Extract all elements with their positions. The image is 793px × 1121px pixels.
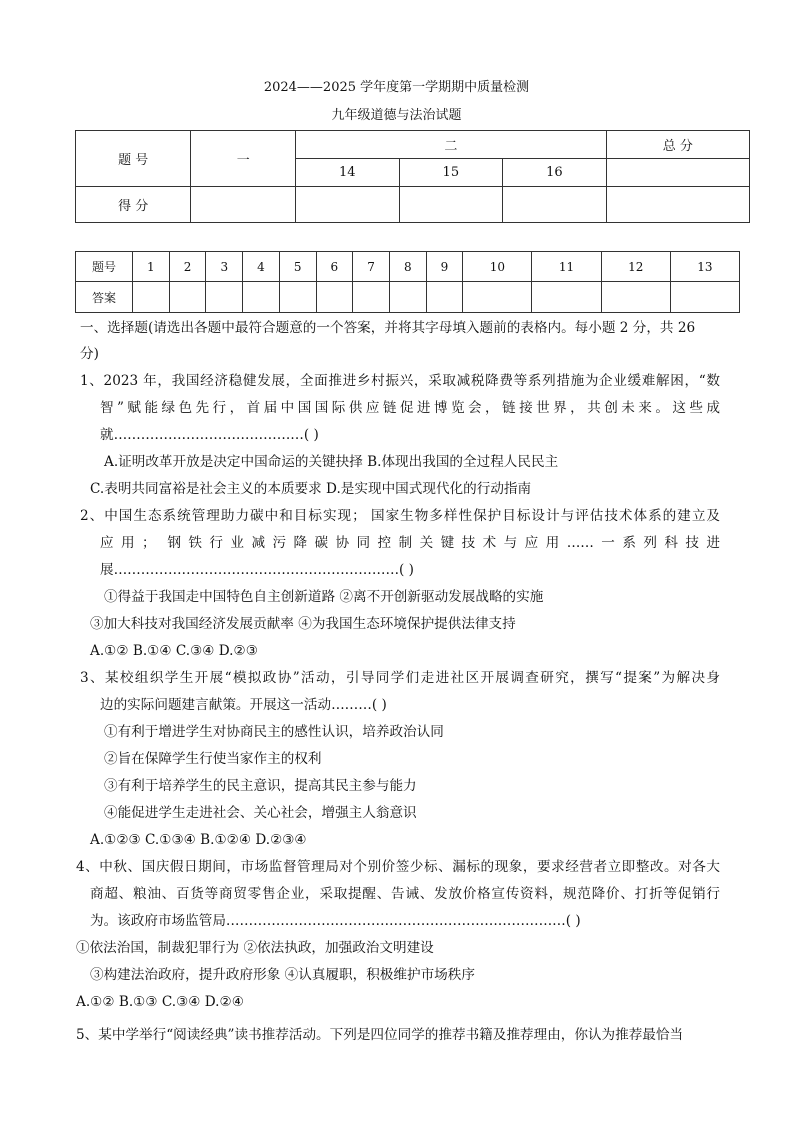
exam-subtitle: 九年级道德与法治试题	[331, 108, 462, 123]
answer-cell[interactable]	[426, 282, 463, 313]
answer-cell[interactable]	[532, 282, 601, 313]
question-number-cell: 1	[133, 252, 170, 282]
answer-cell[interactable]	[316, 282, 353, 313]
sub-14: 14	[296, 159, 400, 187]
score-cell[interactable]	[503, 187, 607, 223]
text-line: ①依法治国，制裁犯罪行为 ②依法执政，加强政治文明建设	[76, 940, 434, 956]
text-line: ③有利于培养学生的民主意识，提高其民主参与能力	[104, 778, 417, 794]
question-number-cell: 2	[169, 252, 206, 282]
answer-cell[interactable]	[206, 282, 243, 313]
ti-hao-label: 题 号	[76, 131, 191, 187]
sub-15: 15	[399, 159, 503, 187]
answer-cell[interactable]	[601, 282, 670, 313]
text-line: 边的实际问题建言献策。开展这一活动………( )	[100, 697, 387, 713]
text-line: 智”赋能绿色先行，首届中国国际供应链促进博览会，链接世界，共创未来。这些成	[100, 400, 720, 416]
de-fen-label: 得 分	[76, 187, 191, 223]
part-two-label: 二	[296, 131, 607, 159]
text-line: ④能促进学生走进社会、关心社会，增强主人翁意识	[104, 805, 417, 821]
sub-16: 16	[503, 159, 607, 187]
score-table	[75, 130, 750, 223]
answer-ti-hao-label: 题号	[76, 252, 133, 282]
text-line: ③构建法治政府，提升政府形象 ④认真履职，积极维护市场秩序	[90, 967, 475, 983]
question-number-cell: 11	[532, 252, 601, 282]
text-line: 应用； 钢铁行业减污降碳协同控制关键技术与应用……一系列科技进	[100, 535, 720, 551]
text-line: 一、选择题(请选出各题中最符合题意的一个答案，并将其字母填入题前的表格内。每小题 2 分，共 26	[80, 320, 696, 336]
part-one-label: 一	[191, 131, 296, 187]
answer-cell[interactable]	[389, 282, 426, 313]
question-number-cell: 4	[243, 252, 280, 282]
text-line: 1、2023 年，我国经济稳健发展，全面推进乡村振兴，采取减税降费等系列措施为企业缓难解困，“数	[80, 373, 720, 389]
text-line: 就……………………………………( )	[100, 427, 319, 443]
question-number-cell: 9	[426, 252, 463, 282]
question-number-cell: 12	[601, 252, 670, 282]
answer-cell[interactable]	[279, 282, 316, 313]
question-number-cell: 8	[389, 252, 426, 282]
text-line: 2、中国生态系统管理助力碳中和目标实现； 国家生物多样性保护目标设计与评估技术体系的建立及	[80, 508, 720, 524]
answer-cell[interactable]	[243, 282, 280, 313]
question-number-cell: 3	[206, 252, 243, 282]
text-line: 展………………………………………………………( )	[100, 562, 414, 578]
score-cell[interactable]	[606, 187, 749, 223]
answer-cell[interactable]	[169, 282, 206, 313]
total-label: 总 分	[606, 131, 749, 159]
text-line: ①得益于我国走中国特色自主创新道路 ②离不开创新驱动发展战略的实施	[104, 589, 544, 605]
answer-table	[75, 251, 740, 313]
text-line: A.①② B.①③ C.③④ D.②④	[76, 994, 244, 1010]
score-cell[interactable]	[191, 187, 296, 223]
score-cell[interactable]	[296, 187, 400, 223]
text-line: A.证明改革开放是决定中国命运的关键抉择 B.体现出我国的全过程人民民主	[104, 454, 559, 470]
answer-cell[interactable]	[133, 282, 170, 313]
answer-cell[interactable]	[353, 282, 390, 313]
answer-cell[interactable]	[463, 282, 532, 313]
total-empty	[606, 159, 749, 187]
question-number-cell: 10	[463, 252, 532, 282]
text-line: 分)	[80, 346, 99, 362]
score-cell[interactable]	[399, 187, 503, 223]
text-line: C.表明共同富裕是社会主义的本质要求 D.是实现中国式现代化的行动指南	[90, 481, 532, 497]
text-line: A.①② B.①④ C.③④ D.②③	[90, 643, 258, 659]
answer-da-an-label: 答案	[76, 282, 133, 313]
text-line: ①有利于增进学生对协商民主的感性认识，培养政治认同	[104, 724, 444, 740]
question-number-cell: 6	[316, 252, 353, 282]
question-number-cell: 7	[353, 252, 390, 282]
text-line: A.①②③ C.①③④ B.①②④ D.②③④	[90, 832, 307, 848]
text-line: 4、中秋、国庆假日期间，市场监督管理局对个别价签少标、漏标的现象，要求经营者立即整改。对各大	[76, 859, 720, 875]
text-line: 为。该政府市场监管局…………………………………………………………………( )	[90, 913, 581, 929]
text-line: ③加大科技对我国经济发展贡献率 ④为我国生态环境保护提供法律支持	[90, 616, 516, 632]
question-number-cell: 13	[670, 252, 739, 282]
text-line: 商超、粮油、百货等商贸零售企业，采取提醒、告诫、发放价格宣传资料，规范降价、打折等促销行	[90, 886, 720, 902]
question-number-cell: 5	[279, 252, 316, 282]
text-line: 3、某校组织学生开展“模拟政协”活动，引导同学们走进社区开展调查研究，撰写“提案”为解决身	[80, 670, 720, 686]
text-line: ②旨在保障学生行使当家作主的权利	[104, 751, 322, 767]
answer-cell[interactable]	[670, 282, 739, 313]
text-line: 5、某中学举行“阅读经典”读书推荐活动。下列是四位同学的推荐书籍及推荐理由，你认为推荐最恰当	[76, 1027, 684, 1043]
exam-title: 2024——2025 学年度第一学期期中质量检测	[263, 80, 530, 95]
